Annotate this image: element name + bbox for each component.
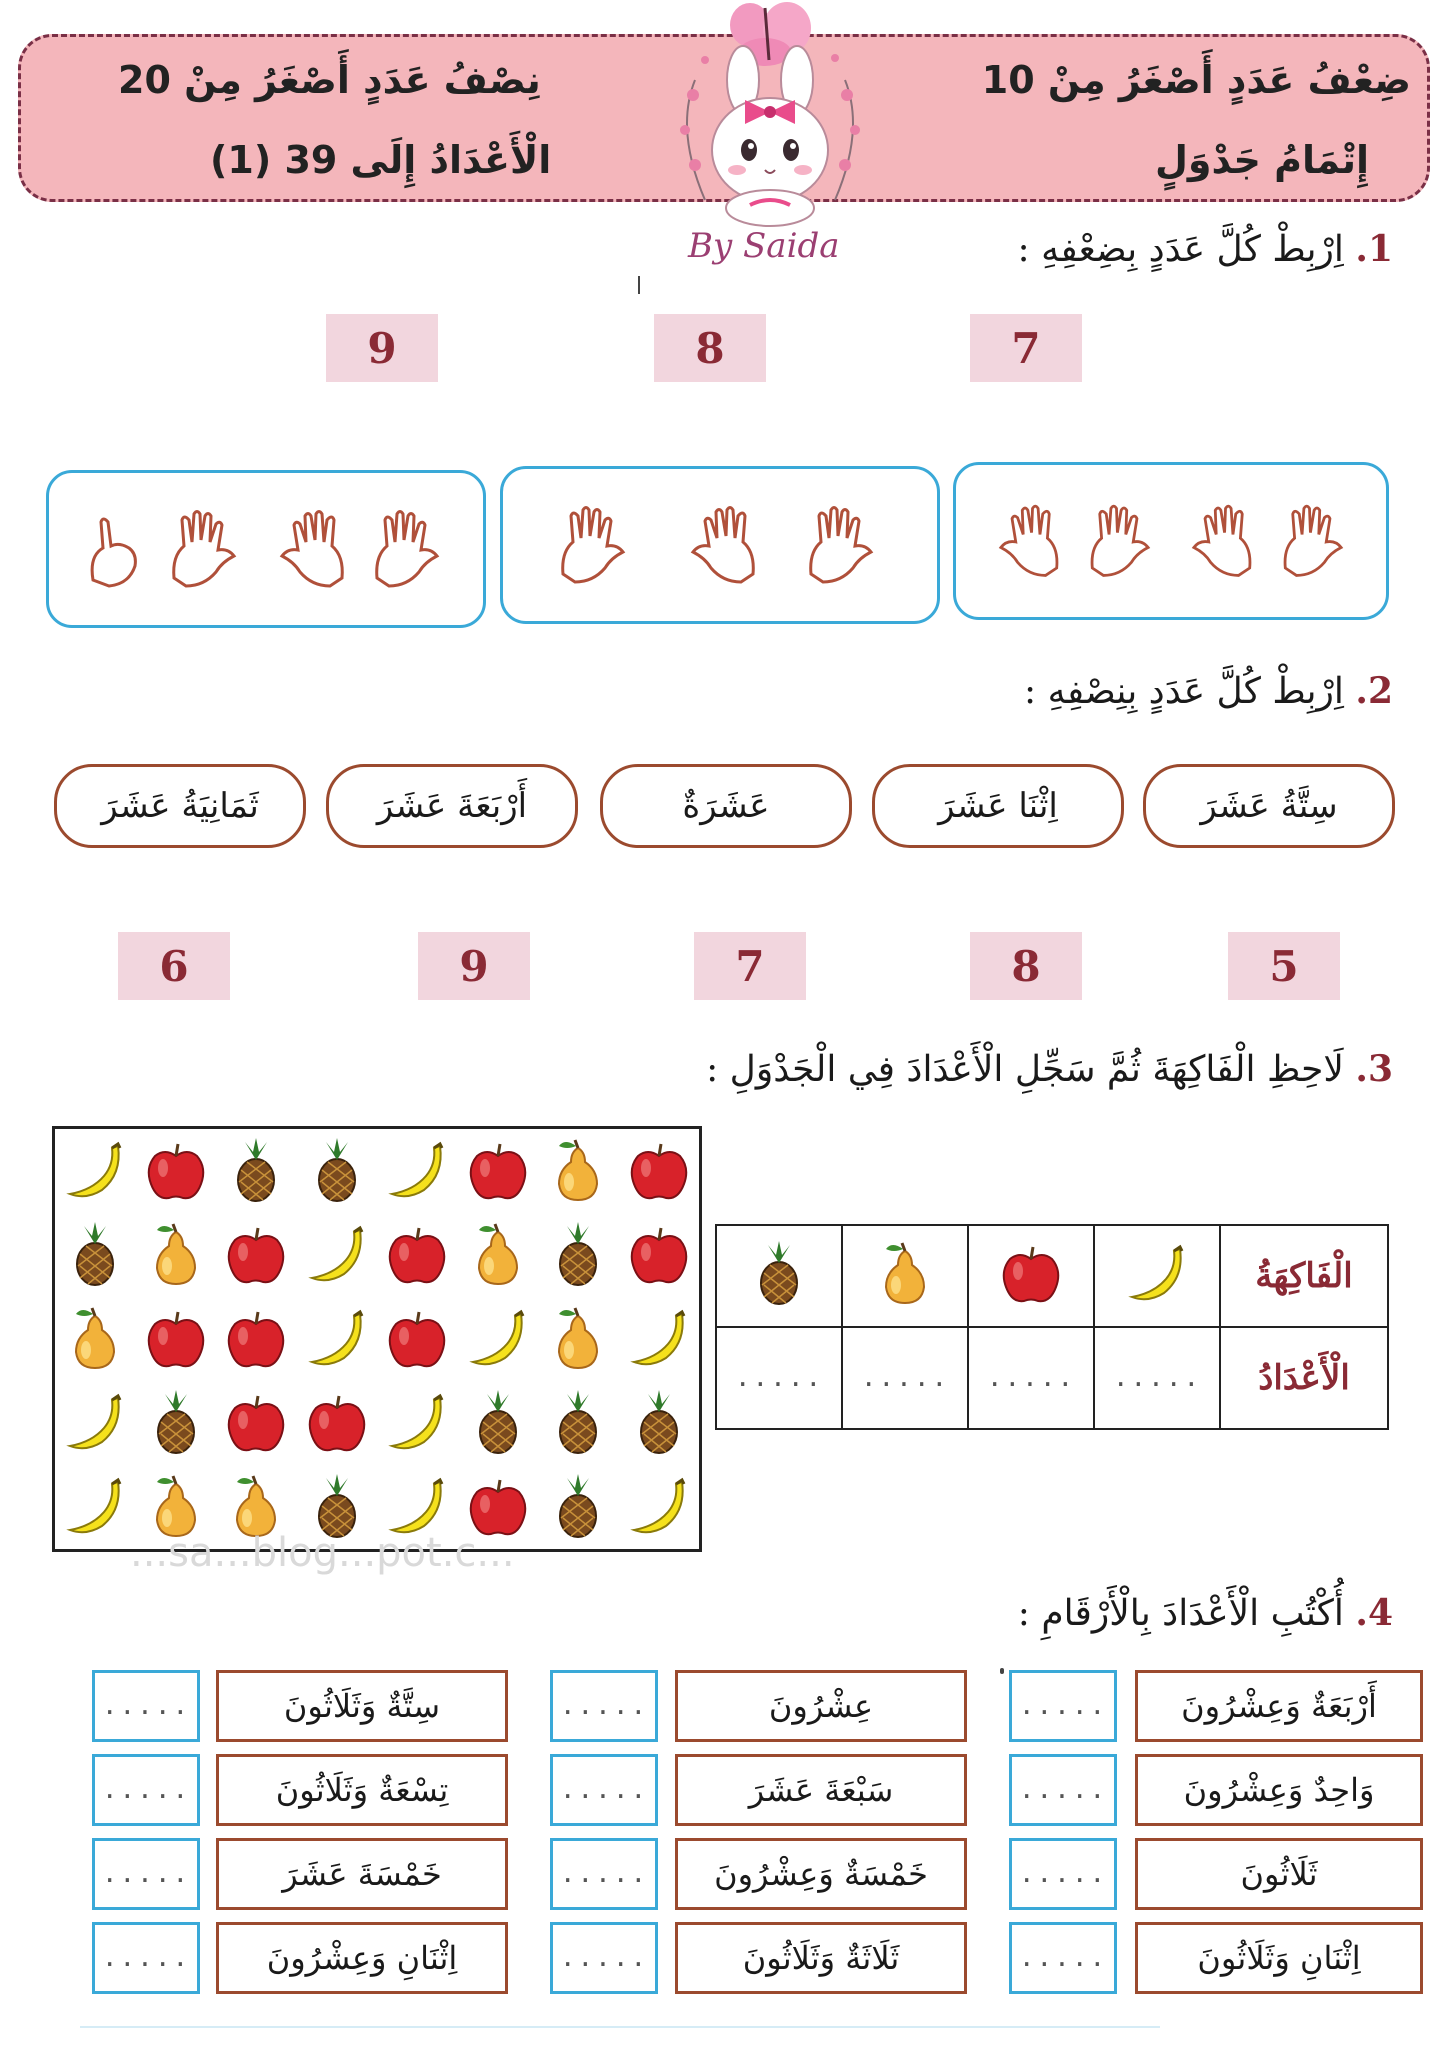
answer-box-c1-r4[interactable] [1009,1922,1117,1994]
answer-box-c1-r3[interactable] [1009,1838,1117,1910]
banana-icon [622,1470,696,1544]
word-cell-c1-r2: وَاحِدٌ وَعِشْرُونَ [1135,1754,1423,1826]
answer-box-c2-r3[interactable] [550,1838,658,1910]
section1-instruction: اِرْبِطْ كُلَّ عَدَدٍ بِضِعْفِهِ : [1017,229,1344,270]
word-cell-c3-r2: تِسْعَةٌ وَثَلَاثُونَ [216,1754,508,1826]
pineapple-icon [58,1218,132,1292]
count-input-pear[interactable] [842,1327,968,1429]
word-cell-c3-r3: خَمْسَةَ عَشَرَ [216,1838,508,1910]
pear-icon [58,1302,132,1376]
header-right-line2: إِتْمَامُ جَدْوَلٍ [1154,138,1369,182]
open-hand-icon [551,502,641,588]
section1-number-9[interactable]: 9 [326,314,438,382]
fruit-picture-grid [52,1126,702,1552]
word-cell-c1-r1: أَرْبَعَةٌ وَعِشْرُونَ [1135,1670,1423,1742]
section2-number-7[interactable]: 7 [694,932,806,1000]
answer-box-c1-r1[interactable] [1009,1670,1117,1742]
apple-icon [219,1386,293,1460]
signature: By Saida [688,226,840,266]
blank-dots: ..... [559,1943,649,1973]
pineapple-icon [541,1218,615,1292]
word-cell-c1-r4: اِثْنَانِ وَثَلَاثُونَ [1135,1922,1423,1994]
open-hand-icon [675,502,765,588]
apple-icon [139,1134,213,1208]
apple-icon [622,1134,696,1208]
apple-icon [219,1302,293,1376]
header-left-line2: الْأَعْدَادُ إِلَى 39 (1) [210,138,552,182]
section2-number-6[interactable]: 6 [118,932,230,1000]
blank-dots: ..... [986,1363,1076,1393]
pointing-hand-icon [986,498,1066,584]
blank-dots: ..... [559,1691,649,1721]
open-hand-icon [1083,498,1163,584]
section2-number-5[interactable]: 5 [1228,932,1340,1000]
hands-box-middle[interactable] [500,466,940,624]
partial-hand-icon [79,506,149,592]
pineapple-icon [541,1386,615,1460]
word-pill-sixteen[interactable]: سِتَّةُ عَشَرَ [1143,764,1395,848]
table-apple-icon [968,1225,1094,1327]
answer-box-c3-r3[interactable] [92,1838,200,1910]
word-cell-c2-r2: سَبْعَةَ عَشَرَ [675,1754,967,1826]
section1-number: 1. [1355,228,1393,270]
row-label-count: الْأَعْدَادُ [1220,1327,1388,1429]
apple-icon [380,1302,454,1376]
blank-dots: ..... [734,1363,824,1393]
pear-icon [139,1218,213,1292]
blank-dots: ..... [101,1943,191,1973]
word-pill-fourteen[interactable]: أَرْبَعَةَ عَشَرَ [326,764,578,848]
word-cell-c2-r4: ثَلَاثَةٌ وَثَلَاثُونَ [675,1922,967,1994]
word-cell-c1-r3: ثَلَاثُونَ [1135,1838,1423,1910]
apple-icon [219,1218,293,1292]
section1-number-7[interactable]: 7 [970,314,1082,382]
section3-title [706,1048,1393,1090]
blog-watermark: ...sa...blog...pot.c... [130,1530,515,1576]
blank-dots: ..... [101,1775,191,1805]
pear-icon [541,1134,615,1208]
apple-icon [300,1386,374,1460]
pear-icon [461,1218,535,1292]
banana-icon [622,1302,696,1376]
answer-box-c3-r1[interactable] [92,1670,200,1742]
fruit-count-table [715,1224,1389,1430]
pineapple-icon [461,1386,535,1460]
blank-dots: ..... [559,1775,649,1805]
answer-box-c2-r2[interactable] [550,1754,658,1826]
banana-icon [461,1302,535,1376]
pineapple-icon [219,1134,293,1208]
open-hand-icon [1276,498,1356,584]
section1-number-8[interactable]: 8 [654,314,766,382]
apple-icon [461,1134,535,1208]
banana-icon [300,1218,374,1292]
header-right-line1: ضِعْفُ عَدَدٍ أَصْغَرُ مِنْ 10 [981,58,1411,102]
section1-title [1018,228,1393,270]
answer-box-c2-r1[interactable] [550,1670,658,1742]
section4-title [1018,1592,1393,1634]
open-hand-icon [266,506,352,592]
scan-mark [1000,1668,1004,1674]
table-row-fruits [716,1225,1388,1327]
banana-icon [300,1302,374,1376]
section4-number: 4. [1355,1592,1393,1634]
row-label-fruit: الْفَاكِهَةُ [1220,1225,1388,1327]
section2-number-9[interactable]: 9 [418,932,530,1000]
answer-box-c3-r4[interactable] [92,1922,200,1994]
scan-mark [638,276,640,294]
table-row-counts [716,1327,1388,1429]
answer-box-c1-r2[interactable] [1009,1754,1117,1826]
blank-dots: ..... [1112,1363,1202,1393]
blank-dots: ..... [1018,1859,1108,1889]
word-pill-ten[interactable]: عَشَرَةٌ [600,764,852,848]
open-hand-icon [1179,498,1259,584]
answer-box-c3-r2[interactable] [92,1754,200,1826]
table-pineapple-icon [716,1225,842,1327]
banana-icon [380,1386,454,1460]
count-input-pineapple[interactable] [716,1327,842,1429]
section2-instruction: اِرْبِطْ كُلَّ عَدَدٍ بِنِصْفِهِ : [1024,671,1344,712]
section4-instruction: أُكْتُبِ الْأَعْدَادَ بِالْأَرْقَامِ : [1017,1593,1344,1634]
open-hand-icon [164,506,250,592]
open-hand-icon [799,502,889,588]
word-pill-twelve[interactable]: اِثْنَا عَشَرَ [872,764,1124,848]
pineapple-icon [541,1470,615,1544]
blank-dots: ..... [101,1859,191,1889]
pear-icon [541,1302,615,1376]
header-left-line1: نِصْفُ عَدَدٍ أَصْغَرُ مِنْ 20 [118,58,541,102]
word-cell-c2-r1: عِشْرُونَ [675,1670,967,1742]
word-cell-c3-r4: اِثْنَانِ وَعِشْرُونَ [216,1922,508,1994]
word-pill-eighteen[interactable]: ثَمَانِيَةُ عَشَرَ [54,764,306,848]
hands-box-right[interactable] [953,462,1389,620]
open-hand-icon [367,506,453,592]
blank-dots: ..... [559,1859,649,1889]
table-banana-icon [1094,1225,1220,1327]
count-input-banana[interactable] [1094,1327,1220,1429]
pineapple-icon [300,1134,374,1208]
table-pear-icon [842,1225,968,1327]
banana-icon [380,1134,454,1208]
word-cell-c2-r3: خَمْسَةٌ وَعِشْرُونَ [675,1838,967,1910]
apple-icon [139,1302,213,1376]
blank-dots: ..... [1018,1691,1108,1721]
count-input-apple[interactable] [968,1327,1094,1429]
blank-dots: ..... [1018,1943,1108,1973]
blank-dots: ..... [101,1691,191,1721]
word-cell-c3-r1: سِتَّةٌ وَثَلَاثُونَ [216,1670,508,1742]
section2-number: 2. [1355,670,1393,712]
section2-number-8[interactable]: 8 [970,932,1082,1000]
scan-mark [80,2026,1160,2028]
apple-icon [622,1218,696,1292]
banana-icon [58,1386,132,1460]
hands-box-left[interactable] [46,470,486,628]
section3-number: 3. [1355,1048,1393,1090]
apple-icon [380,1218,454,1292]
blank-dots: ..... [1018,1775,1108,1805]
answer-box-c2-r4[interactable] [550,1922,658,1994]
section2-title [1024,670,1393,712]
pineapple-icon [622,1386,696,1460]
banana-icon [58,1134,132,1208]
section3-instruction: لَاحِظِ الْفَاكِهَةَ ثُمَّ سَجِّلِ الْأَعْدَادَ فِي الْجَدْوَلِ : [706,1049,1344,1090]
pineapple-icon [139,1386,213,1460]
blank-dots: ..... [860,1363,950,1393]
banana-icon [58,1470,132,1544]
